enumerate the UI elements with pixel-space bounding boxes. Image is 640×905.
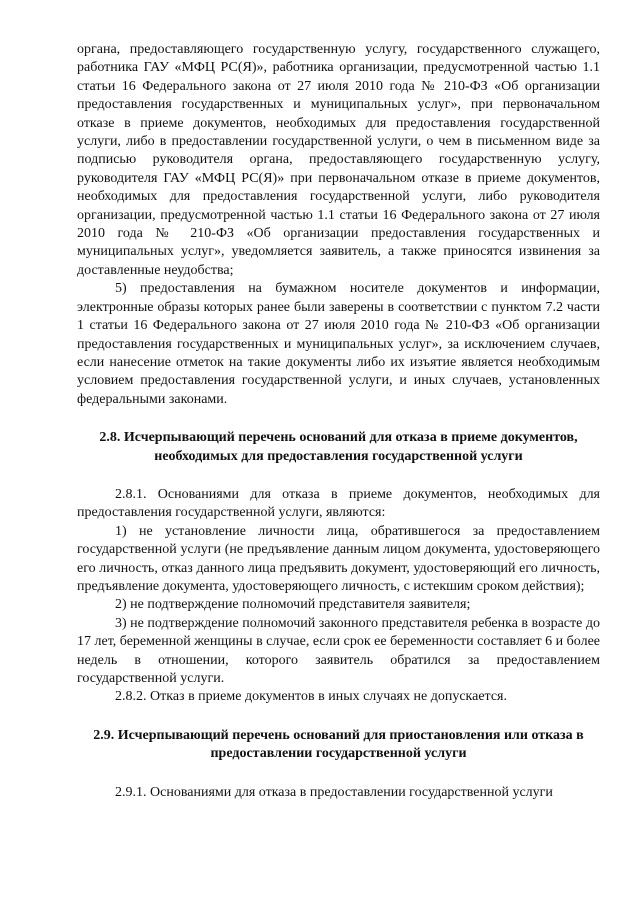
paragraph-2-8-1: 2.8.1. Основаниями для отказа в приеме документов, необходимых для предоставления государственной услуги, являются:	[77, 486, 600, 521]
section-heading-2-9: 2.9. Исчерпывающий перечень оснований для приостановления или отказа в предоставлении государственной услуги	[93, 727, 584, 762]
paragraph-2-9-1: 2.9.1. Основаниями для отказа в предоставлении государственной услуги	[115, 784, 553, 800]
paragraph-2-8-1-item-3: 3) не подтверждение полномочий законного представителя ребенка в возрасте до 17 лет, беременной женщины в случае, если срок ее беременности составляет 6 и более недель в отношении, которого заявитель обратился за предоставлением государственной услуги.	[77, 615, 600, 686]
paragraph-2-8-1-item-2: 2) не подтверждение полномочий представителя заявителя;	[115, 597, 471, 613]
paragraph-continuation: органа, предоставляющего государственную услугу, государственного служащего, работника ГАУ «МФЦ РС(Я)», работника организации, предусмотренной частью 1.1 статьи 16 Федерального закона от 27 июля 2010 года № 210-ФЗ «Об организации предоставления государственных и муниципальных услуг», при первоначальном отказе в приеме документов, необходимых для предоставления государственной услуги, либо в предоставлении государственной услуги, о чем в письменном виде за подписью руководителя органа, предоставляющего государственную услугу, руководителя ГАУ «МФЦ РС(Я)» при первоначальном отказе в приеме документов, необходимых для предоставления государственной услуги, либо руководителя организации, предусмотренной частью 1.1 статьи 16 Федерального закона от 27 июля 2010 года № 210-ФЗ «Об организации предоставления государственных и муниципальных услуг», уведомляется заявитель, а также приносятся извинения за доставленные неудобства;	[77, 42, 600, 278]
document-page	[77, 41, 600, 802]
paragraph-2-8-1-item-1: 1) не установление личности лица, обратившегося за предоставлением государственной услуги (не предъявление данным лицом документа, удостоверяющего его личность, отказ данного лица предъявить документ, удостоверяющий его личность, предъявление документа, удостоверяющего личность, с истекшим сроком действия);	[77, 523, 600, 594]
section-heading-2-8: 2.8. Исчерпывающий перечень оснований для отказа в приеме документов, необходимых для предоставления государственной услуги	[99, 430, 578, 464]
paragraph-item-5: 5) предоставления на бумажном носителе документов и информации, электронные образы которых ранее были заверены в соответствии с пунктом 7.2 части 1 статьи 16 Федерального закона от 27 июля 2010 года № 210-ФЗ «Об организации предоставления государственных и муниципальных услуг», за исключением случаев, если нанесение отметок на такие документы либо их изъятие является необходимым условием предоставления государственной услуги, и иных случаев, установленных федеральными законами.	[77, 281, 600, 407]
paragraph-2-8-2: 2.8.2. Отказ в приеме документов в иных случаях не допускается.	[115, 689, 507, 705]
